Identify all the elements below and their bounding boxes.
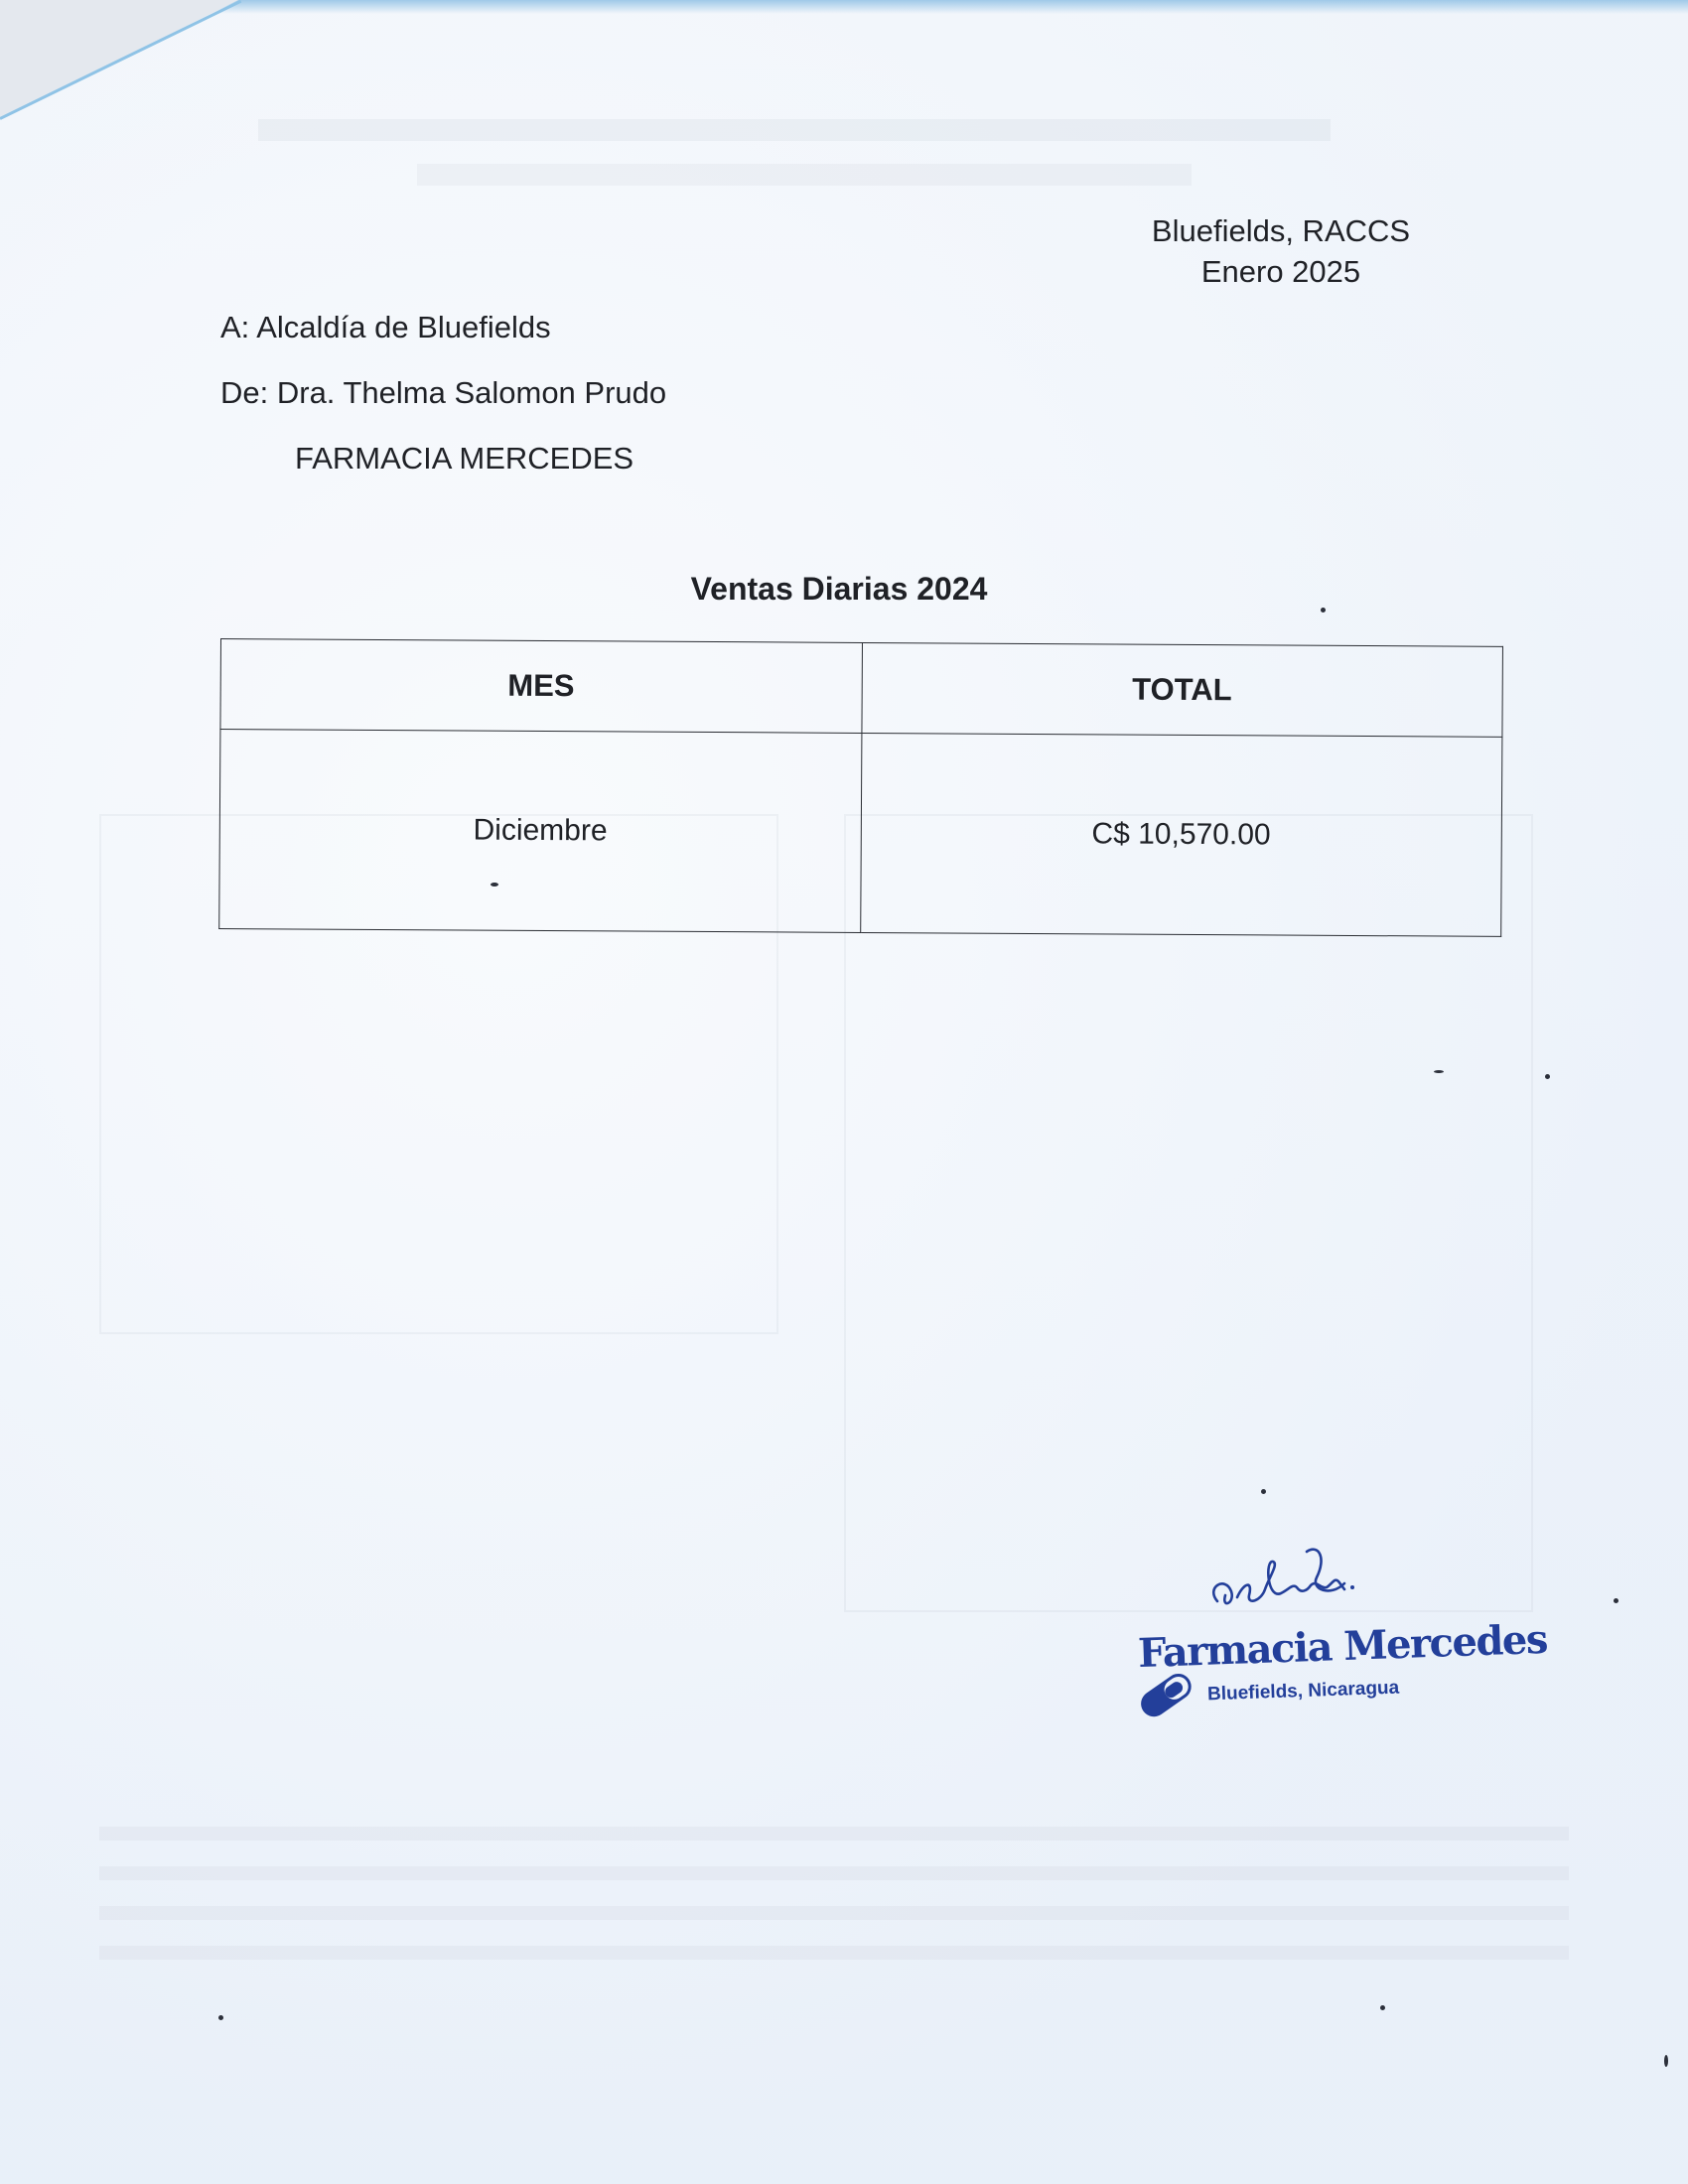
column-header-total: TOTAL <box>861 642 1502 737</box>
scan-speck <box>1664 2055 1668 2067</box>
table-header-row <box>220 639 1503 738</box>
bleed-through-shape <box>99 1906 1569 1920</box>
scan-speck <box>1545 1074 1550 1079</box>
cell-month: Diciembre <box>219 730 862 933</box>
pharmacy-stamp <box>1122 1544 1548 1742</box>
scan-speck <box>1614 1598 1618 1603</box>
bleed-through-shape <box>99 1827 1569 1841</box>
sales-table <box>218 638 1503 937</box>
cell-total: C$ 10,570.00 <box>860 733 1502 936</box>
date-line: Enero 2025 <box>1200 254 1361 289</box>
scan-speck <box>1321 608 1326 613</box>
place-line: Bluefields, RACCS <box>1151 213 1411 248</box>
paper-top-edge <box>0 0 1688 14</box>
bleed-through-shape <box>99 1866 1569 1880</box>
business-name: FARMACIA MERCEDES <box>295 441 634 476</box>
sender-line: De: Dra. Thelma Salomon Prudo <box>220 375 667 410</box>
scan-speck <box>491 883 498 887</box>
place-date-block <box>1092 210 1470 292</box>
stamp-city: Bluefields, Nicaragua <box>1206 1677 1400 1706</box>
table-row <box>219 730 1502 937</box>
table-title: Ventas Diarias 2024 <box>690 571 988 607</box>
bleed-through-shape <box>417 164 1192 186</box>
scan-speck <box>1434 1070 1444 1073</box>
scan-speck <box>218 2015 223 2020</box>
recipient-line: A: Alcaldía de Bluefields <box>220 310 551 344</box>
bleed-through-shape <box>258 119 1331 141</box>
scan-speck <box>1380 2005 1385 2010</box>
column-header-month: MES <box>220 639 862 734</box>
scan-speck <box>1261 1489 1266 1494</box>
bleed-through-shape <box>99 1946 1569 1960</box>
stamp-pharmacy-name: Farmacia Mercedes <box>1137 1615 1548 1678</box>
